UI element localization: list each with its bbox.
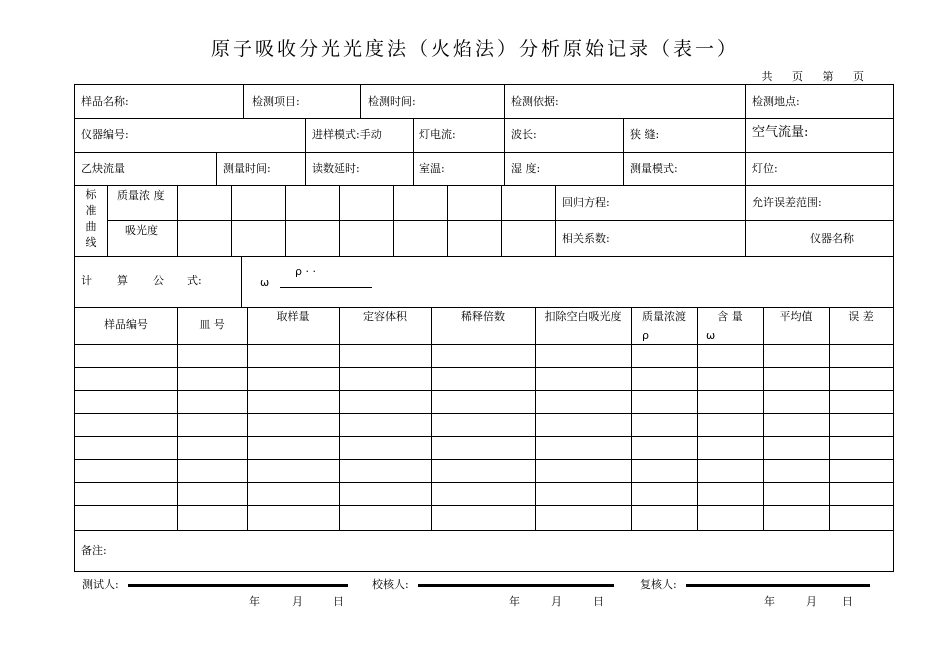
sample-name-label: 样品名称: [81, 95, 129, 108]
checker-month: 月 [551, 595, 562, 608]
rule [339, 185, 340, 256]
rule [75, 530, 893, 531]
rule [75, 482, 893, 483]
tester-month: 月 [292, 595, 303, 608]
checker-day: 日 [593, 595, 604, 608]
rule [75, 185, 893, 186]
rule [393, 185, 394, 256]
reviewer-year: 年 [764, 595, 775, 608]
rule [745, 185, 746, 256]
tolerance-label: 允许误差范围: [752, 196, 822, 209]
rule [285, 185, 286, 256]
humidity-label: 湿 度: [511, 162, 541, 175]
test-basis-label: 检测依据: [511, 95, 559, 108]
std-curve-char: 线 [85, 236, 97, 249]
formula-char: 计 [81, 274, 92, 287]
rule [623, 118, 624, 152]
col-blank-abs: 扣除空白吸光度 [544, 310, 622, 323]
rule [413, 118, 414, 152]
checker-year: 年 [509, 595, 520, 608]
correlation-label: 相关系数: [562, 232, 610, 245]
col-volume: 定容体积 [363, 310, 407, 323]
col-sample-amount: 取样量 [276, 310, 310, 323]
std-curve-char: 标 [85, 188, 97, 201]
rule [447, 185, 448, 256]
instrument-no-label: 仪器编号: [81, 128, 129, 141]
col-dilution: 稀释倍数 [461, 310, 505, 323]
col-average: 平均值 [779, 310, 813, 323]
reviewer-month: 月 [806, 595, 817, 608]
rule [177, 185, 178, 256]
rule [177, 307, 178, 530]
rule [75, 413, 893, 414]
page-number-prefix: 第 [822, 70, 834, 83]
checker-label: 校核人: [372, 578, 409, 591]
tester-day: 日 [333, 595, 344, 608]
rule [504, 118, 505, 152]
room-temp-label: 室温: [419, 162, 445, 175]
rule [216, 152, 217, 185]
regression-label: 回归方程: [562, 196, 610, 209]
rule [107, 185, 108, 256]
page-number-suffix: 页 [853, 70, 864, 83]
rule [413, 152, 414, 185]
checker-signature-line[interactable] [418, 584, 614, 587]
std-absorbance-label: 吸光度 [125, 224, 158, 237]
formula-char: 式: [187, 274, 202, 287]
rule [243, 85, 244, 118]
omega-symbol: ω [260, 276, 270, 289]
rule [305, 152, 306, 185]
fraction-bar [280, 287, 372, 288]
col-mass-conc-symbol: ρ [642, 329, 649, 342]
wavelength-label: 波长: [511, 128, 537, 141]
rule [555, 185, 556, 256]
rule [745, 118, 746, 152]
rule [745, 152, 746, 185]
rule [241, 256, 242, 307]
reviewer-day: 日 [842, 595, 853, 608]
rule [305, 118, 306, 152]
instrument-name-label: 仪器名称 [810, 232, 854, 245]
measure-mode-label: 测量模式: [630, 162, 678, 175]
acetylene-flow-label: 乙炔流量 [81, 162, 125, 175]
rule [75, 152, 893, 153]
rule [75, 256, 893, 257]
air-flow-label: 空气流量: [752, 125, 809, 140]
std-curve-char: 曲 [85, 220, 97, 233]
std-curve-label [84, 187, 98, 251]
rule [745, 85, 746, 118]
total-pages-suffix: 页 [792, 70, 803, 83]
tester-signature-line[interactable] [128, 584, 348, 587]
rule [360, 85, 361, 118]
col-content-symbol: ω [706, 329, 716, 342]
rule [75, 344, 893, 345]
reviewer-label: 复核人: [640, 578, 677, 591]
rule [504, 85, 505, 118]
rule [75, 367, 893, 368]
record-form [74, 84, 894, 572]
test-location-label: 检测地点: [752, 95, 800, 108]
rule [535, 307, 536, 530]
lamp-position-label: 灯位: [752, 162, 778, 175]
std-curve-char: 准 [85, 204, 97, 217]
col-sample-no: 样品编号 [104, 318, 148, 331]
rule [697, 307, 698, 530]
page-info [746, 68, 865, 84]
rule [247, 307, 248, 530]
formula-char: 公 [153, 274, 164, 287]
rule [75, 436, 893, 437]
rule [231, 185, 232, 256]
formula-numerator: ρ · · [295, 265, 316, 278]
rule [504, 152, 505, 185]
std-mass-conc-label: 质量浓 度 [117, 189, 165, 202]
rule [339, 307, 340, 530]
rule [75, 390, 893, 391]
read-delay-label: 读数延时: [312, 162, 360, 175]
rule [107, 220, 893, 221]
col-mass-conc: 质量浓渡 [642, 310, 686, 323]
rule [75, 505, 893, 506]
measure-time-label: 测量时间: [223, 162, 271, 175]
tester-year: 年 [249, 595, 260, 608]
test-item-label: 检测项目: [252, 95, 300, 108]
lamp-current-label: 灯电流: [419, 128, 456, 141]
rule [75, 118, 893, 119]
rule [75, 307, 893, 308]
tester-label: 测试人: [82, 578, 119, 591]
col-content: 含 量 [717, 310, 743, 323]
rule [829, 307, 830, 530]
rule [75, 459, 893, 460]
total-pages-prefix: 共 [761, 70, 773, 83]
rule [623, 152, 624, 185]
rule [763, 307, 764, 530]
rule [501, 185, 502, 256]
reviewer-signature-line[interactable] [686, 584, 870, 587]
slit-label: 狭 缝: [630, 128, 660, 141]
injection-mode-label: 进样模式:手动 [312, 128, 382, 141]
rule [631, 307, 632, 530]
page-title: 原子吸收分光光度法（火焰法）分析原始记录（表一） [210, 38, 739, 60]
col-dish-no: 皿 号 [199, 318, 225, 331]
rule [431, 307, 432, 530]
remarks-label: 备注: [81, 544, 107, 557]
formula-char: 算 [117, 274, 128, 287]
col-error: 误 差 [848, 310, 874, 323]
test-time-label: 检测时间: [368, 95, 416, 108]
